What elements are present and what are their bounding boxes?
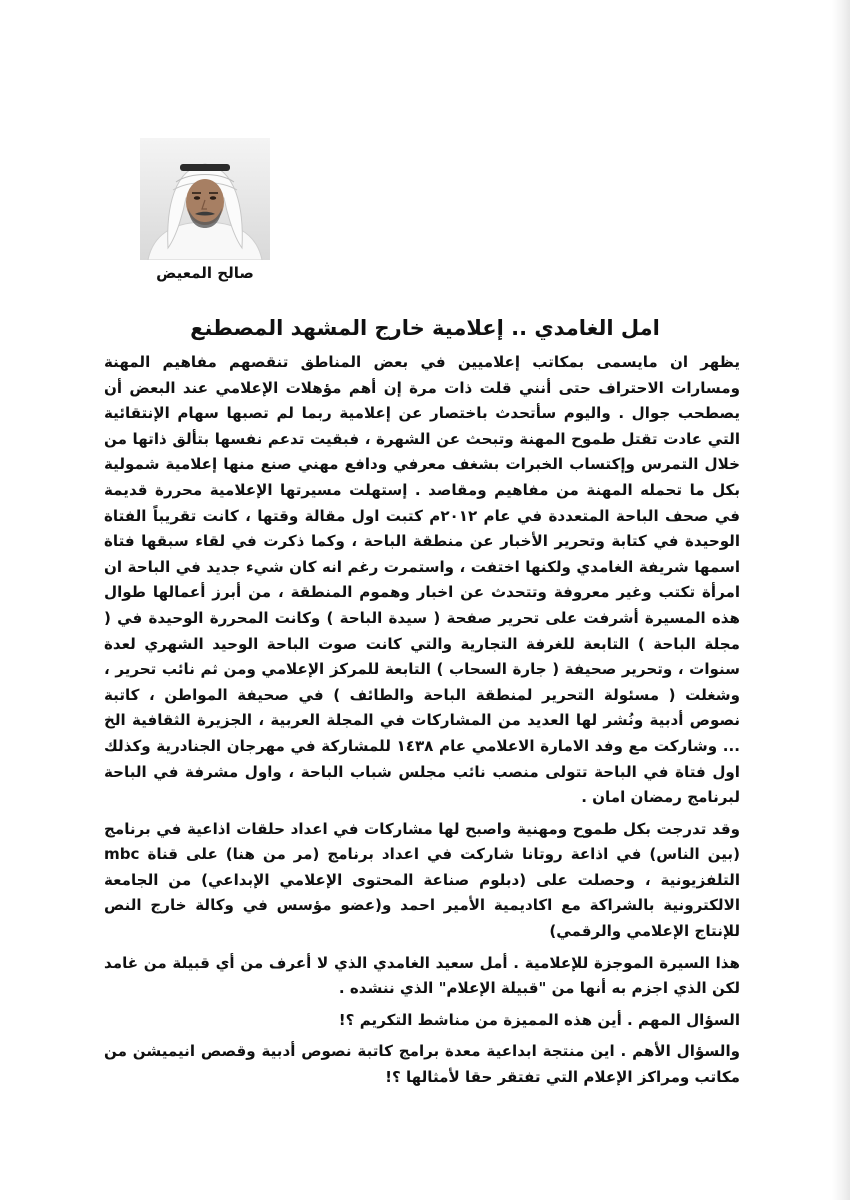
article-paragraph: وقد تدرجت بكل طموح ومهنية واصبح لها مشاركات في اعداد حلقات اذاعية في برنامج (بين الناس) في اذاعة روتانا شاركت في اعداد برنامج (مر من هنا) على قناة mbc التلفزيونية ، وحصلت على (دبلوم صناعة المحتوى الإعلامي الإبداعي) من الجامعة الالكترونية بالشراكة مع اكاديمية الأمير احمد و(عضو مؤسس في وكالة خارج النص للإنتاج الإعلامي والرقمي)	[104, 819, 740, 941]
author-portrait-icon	[140, 138, 270, 260]
author-photo	[140, 138, 270, 260]
article-paragraph: يظهر ان مايسمى بمكاتب إعلاميين في بعض المناطق تنقصهم مفاهيم المهنة ومسارات الاحتراف حتى أنني قلت ذات مرة إن أهم مؤهلات الإعلامي عند البعض أن يصطحب جوال . واليوم سأتحدث باختصار عن إعلامية ربما لم تصبها سهام الإنتقائية التي عادت تقتل طموح المهنة وتبحث عن الشهرة ، فبقيت تدعم نفسها بتألق ذاتها من خلال التمرس وإكتساب الخبرات بشغف معرفي ودافع مهني صنع منها إعلامية شمولية بكل ما تحمله المهنة من مفاهيم ومقاصد . إستهلت مسيرتها الإعلامية محررة قديمة في صحف الباحة المتعددة في عام ٢٠١٢م كتبت اول مقالة وقتها ، كانت تقريباً الفتاة الوحيدة في كتابة وتحرير الأخبار عن منطقة الباحة ، وكما ذكرت في لقاء سبقها فتاة اسمها شريفة الغامدي ولكنها اختفت ، واستمرت رغم انه كان شيء جديد في الباحة ان امرأة تكتب وغير معروفة وتتحدث عن اخبار وهموم المنطقة ، من أبرز أعمالها طوال هذه المسيرة أشرفت على تحرير صفحة ( سيدة الباحة ) وكانت المحررة الوحيدة في ( مجلة الباحة ) التابعة للغرفة التجارية والتي كانت صوت الباحة الوحيد الشهري لعدة سنوات ، وتحرير صحيفة ( جارة السحاب ) التابعة للمركز الإعلامي ومن ثم نائب تحرير ، وشغلت ( مسئولة التحرير لمنطقة الباحة والطائف ) في صحيفة المواطن ، كاتبة نصوص أدبية ونُشر لها العديد من المشاركات في المجلة العربية ، الجزيرة الثقافية الخ ... وشاركت مع وفد الامارة الاعلامي عام ١٤٣٨ للمشاركة في مهرجان الجنادرية وكذلك اول فتاة في الباحة تتولى منصب نائب مجلس شباب الباحة ، واول مشرفة في الباحة لبرنامج رمضان امان .	[104, 353, 741, 807]
article-title: امل الغامدي .. إعلامية خارج المشهد المصطنع	[190, 316, 660, 340]
page-edge-shadow	[832, 0, 850, 1200]
article-body	[104, 350, 740, 1091]
article-paragraph: والسؤال الأهم . اين منتجة ابداعية معدة برامج كاتبة نصوص أدبية وقصص انيميشن من مكاتب ومراكز الإعلام التي تفتقر حقا لأمثالها ؟!	[104, 1042, 740, 1087]
author-name: صالح المعيض	[156, 264, 254, 282]
article-paragraph: هذا السيرة الموجزة للإعلامية . أمل سعيد الغامدي الذي لا أعرف من أي قبيلة من غامد لكن الذي اجزم به أنها من "قبيلة الإعلام" الذي ننشده .	[104, 953, 740, 998]
article-paragraph: السؤال المهم . أين هذه المميزة من مناشط التكريم ؟!	[338, 1010, 740, 1029]
